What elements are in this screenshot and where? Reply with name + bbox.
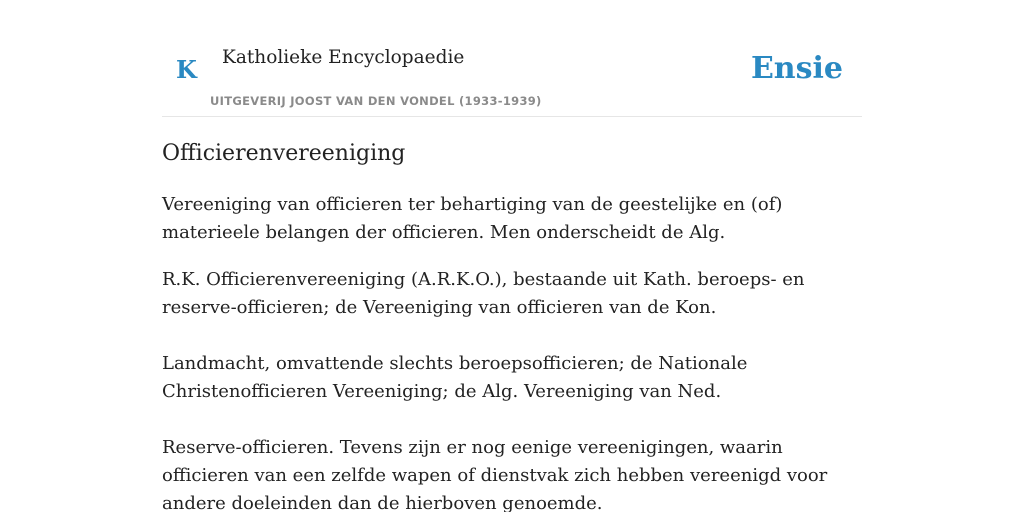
- publication-title[interactable]: Katholieke Encyclopaedie: [222, 47, 465, 68]
- article: [162, 138, 866, 512]
- publication-logo[interactable]: K: [176, 55, 197, 84]
- header: [162, 0, 862, 117]
- article-paragraph-2: R.K. Officierenvereeniging (A.R.K.O.), bestaande uit Kath. beroeps- en reserve-officieren; de Vereeniging van officieren van de Kon.: [162, 269, 805, 318]
- publisher-subtitle: UITGEVERIJ JOOST VAN DEN VONDEL (1933-1939): [210, 94, 542, 108]
- ensie-brand-logo[interactable]: Ensie: [750, 51, 843, 86]
- article-paragraph-1: Vereeniging van officieren ter behartiging van de geestelijke en (of) materieele belangen der officieren. Men onderscheidt de Alg.: [162, 194, 783, 243]
- article-title: Officierenvereeniging: [162, 141, 406, 166]
- article-paragraph-4: Reserve-officieren. Tevens zijn er nog eenige vereenigingen, waarin officieren van een zelfde wapen of dienstvak zich hebben vereenigd voor andere doeleinden dan de hierboven genoemde.: [162, 437, 828, 512]
- article-paragraph-3: Landmacht, omvattende slechts beroepsofficieren; de Nationale Christenofficieren Vereeniging; de Alg. Vereeniging van Ned.: [162, 353, 748, 402]
